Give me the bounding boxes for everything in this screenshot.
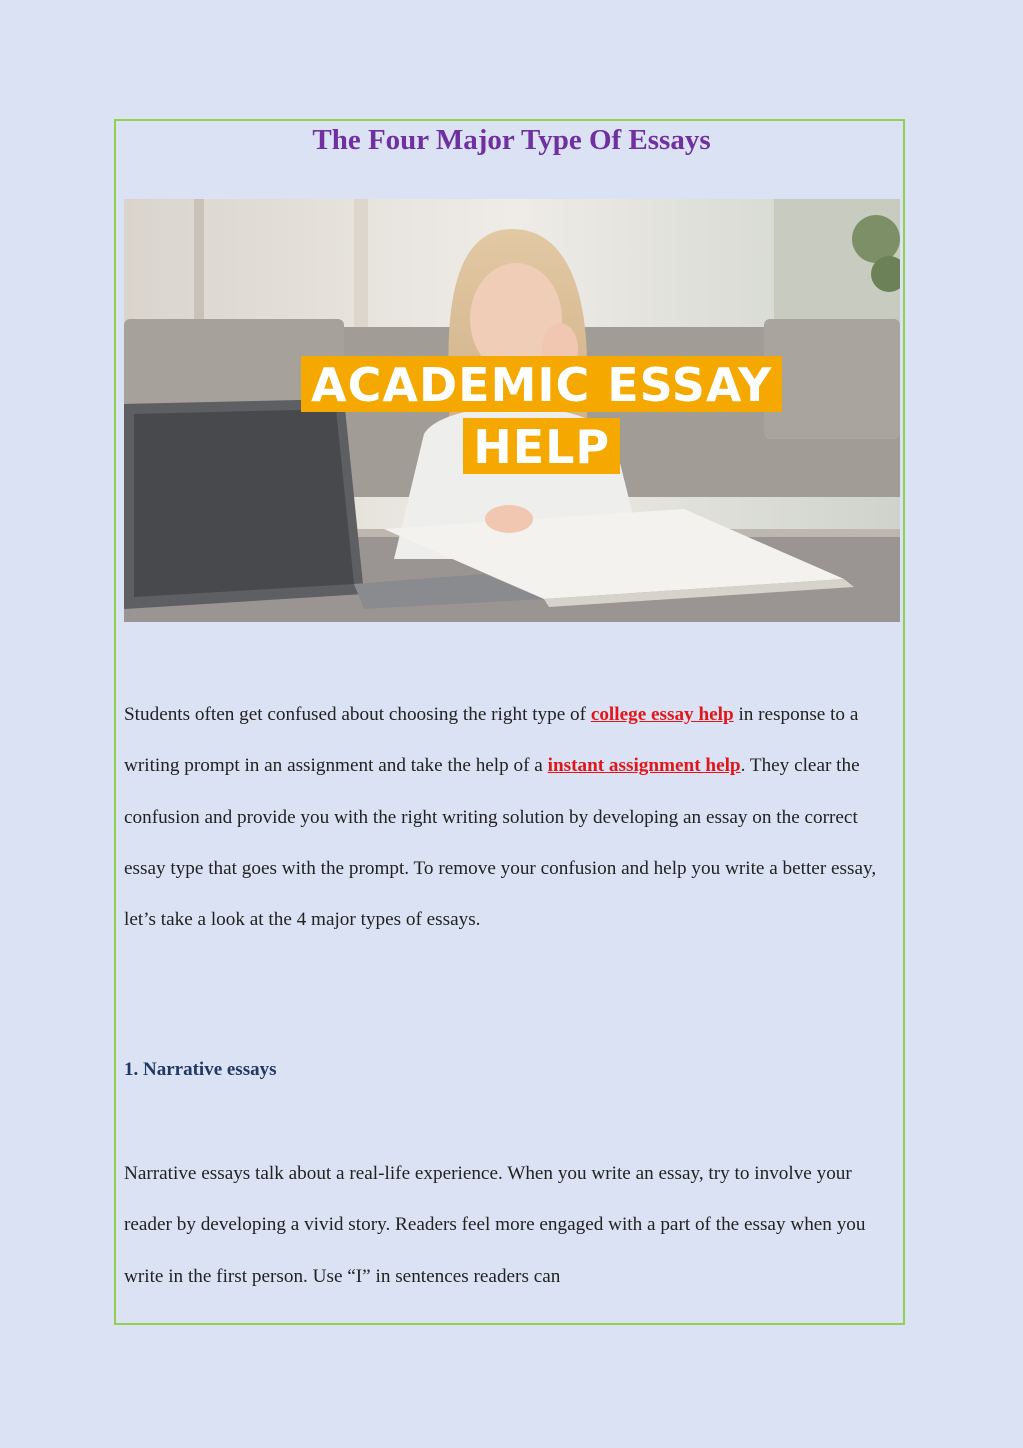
college-essay-help-link[interactable]: college essay help [590,704,734,725]
intro-text-3: . They clear the confusion and provide you with the right writing solution by developing an essay on the correct essay type that goes with the prompt. To remove your confusion and help you write a better essay, let’s take a look at the 4 major types of essays. [124,755,877,931]
hero-image [124,199,900,622]
hero-banner-line2: HELP [463,418,620,474]
intro-paragraph [124,689,904,945]
intro-text-1: Students often get confused about choosing the right type of [124,704,591,725]
hero-banner-line1: ACADEMIC ESSAY [301,356,782,412]
narrative-paragraph: Narrative essays talk about a real-life experience. When you write an essay, try to involve your reader by developing a vivid story. Readers feel more engaged with a part of the essay when you write in the first person. Use “I” in sentences readers can [124,1163,866,1287]
page-title: The Four Major Type Of Essays [312,124,711,156]
instant-assignment-help-link[interactable]: instant assignment help [547,755,741,777]
intro-text-2: in response to a writing prompt in an assignment and take the help of a [124,704,859,777]
hero-banner [301,356,782,474]
section-heading-narrative: 1. Narrative essays [124,1059,277,1080]
